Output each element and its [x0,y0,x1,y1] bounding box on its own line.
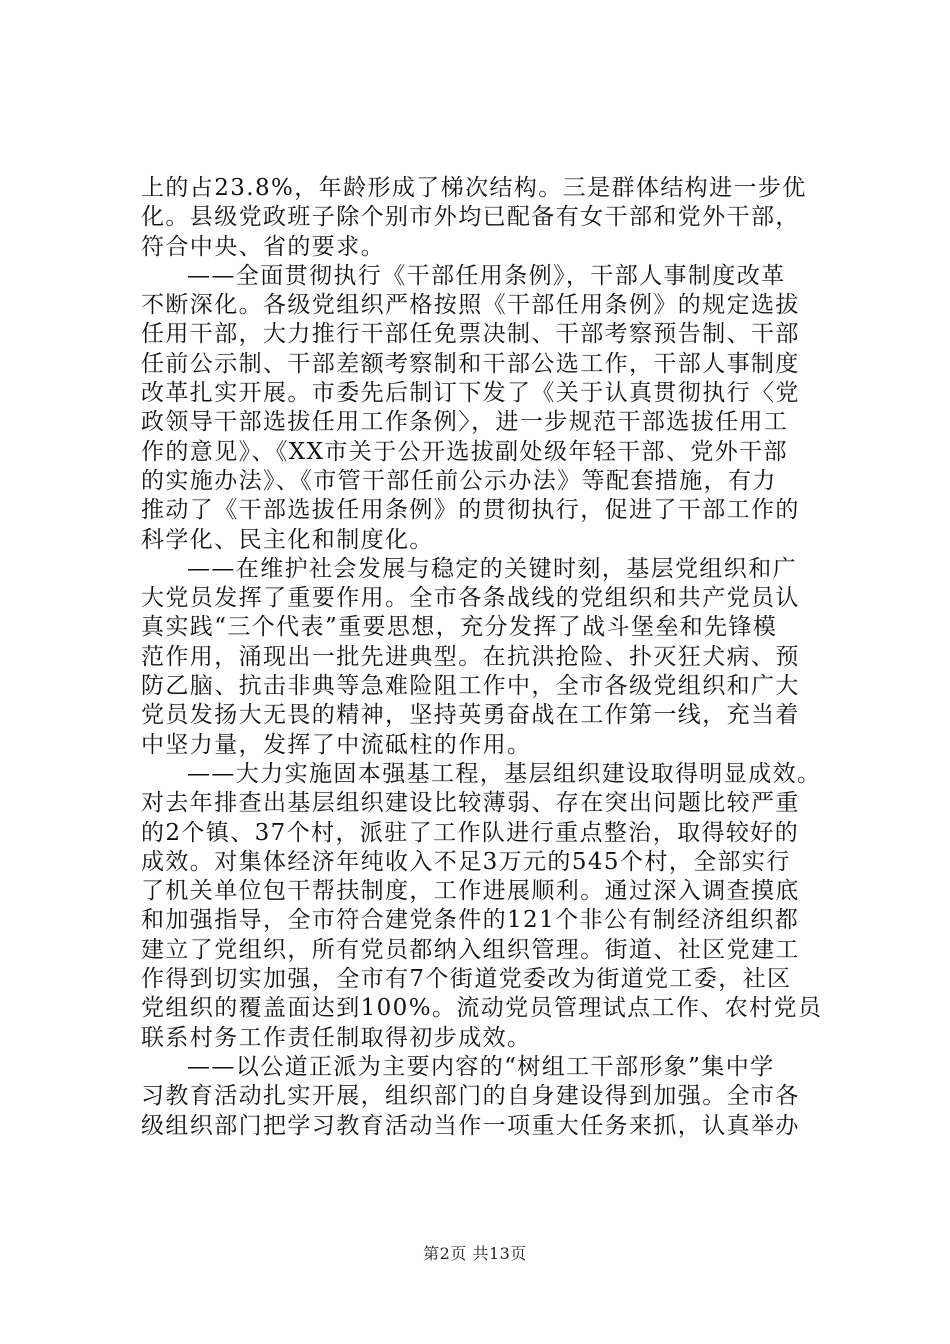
text-line: 大党员发挥了重要作用。全市各条战线的党组织和共产党员认 [141,585,800,612]
page-number-footer: 第2页 共13页 [423,1244,527,1263]
text-line: 改革扎实开展。市委先后制订下发了《关于认真贯彻执行〈党 [141,380,800,407]
text-line: 上的占23.8%，年龄形成了梯次结构。三是群体结构进一步优 [141,175,807,201]
paragraph-first-line: ——以公道正派为主要内容的“树组工干部形象”集中学 [187,1053,775,1080]
text-line: 真实践“三个代表”重要思想，充分发挥了战斗堡垒和先锋模 [141,614,778,641]
paragraph-first-line: ——全面贯彻执行《干部任用条例》，干部人事制度改革 [187,262,786,289]
text-line: 的2个镇、37个村，派驻了工作队进行重点整治，取得较好的 [141,819,800,846]
text-line: 成效。对集体经济年纯收入不足3万元的545个村，全部实行 [141,848,791,875]
text-line: 化。县级党政班子除个别市外均已配备有女干部和党外干部， [141,204,800,231]
text-line: 中坚力量，发挥了中流砥柱的作用。 [141,731,532,758]
text-line: 范作用，涌现出一批先进典型。在抗洪抢险、扑灭狂犬病、预 [141,643,800,670]
text-line: 推动了《干部选拔任用条例》的贯彻执行，促进了干部工作的 [141,497,800,524]
document-body [141,174,831,1141]
text-line: 党员发扬大无畏的精神，坚持英勇奋战在工作第一线，充当着 [141,702,800,729]
text-line: 任用干部，大力推行干部任免票决制、干部考察预告制、干部 [141,321,800,348]
paragraph-first-line: ——在维护社会发展与稳定的关键时刻，基层党组织和广 [187,555,797,582]
text-line: 科学化、民主化和制度化。 [141,526,434,553]
text-line: 和加强指导，全市符合建党条件的121个非公有制经济组织都 [141,907,800,934]
text-line: 联系村务工作责任制取得初步成效。 [141,1024,532,1051]
text-line: 作的意见》、《XX市关于公开选拔副处级年轻干部、党外干部 [141,438,788,465]
text-line: 任前公示制、干部差额考察制和干部公选工作，干部人事制度 [141,350,800,377]
paragraph-first-line: ——大力实施固本强基工程，基层组织建设取得明显成效。 [187,760,822,787]
text-line: 作得到切实加强，全市有7个街道党委改为街道党工委，社区 [141,966,792,993]
text-line: 对去年排查出基层组织建设比较薄弱、存在突出问题比较严重 [141,790,800,817]
text-line: 符合中央、省的要求。 [141,233,385,260]
text-line: 防乙脑、抗击非典等急难险阻工作中，全市各级党组织和广大 [141,673,800,700]
text-line: 习教育活动扎实开展，组织部门的自身建设得到加强。全市各 [141,1083,800,1110]
text-line: 不断深化。各级党组织严格按照《干部任用条例》的规定选拔 [141,292,800,319]
text-line: 级组织部门把学习教育活动当作一项重大任务来抓，认真举办 [141,1112,800,1139]
text-line: 了机关单位包干帮扶制度，工作进展顺利。通过深入调查摸底 [141,878,800,905]
text-line: 建立了党组织，所有党员都纳入组织管理。街道、社区党建工 [141,936,800,963]
text-line: 党组织的覆盖面达到100%。流动党员管理试点工作、农村党员 [141,995,823,1022]
text-line: 的实施办法》、《市管干部任前公示办法》等配套措施，有力 [141,467,777,494]
text-line: 政领导干部选拔任用工作条例〉，进一步规范干部选拔任用工 [141,409,789,436]
